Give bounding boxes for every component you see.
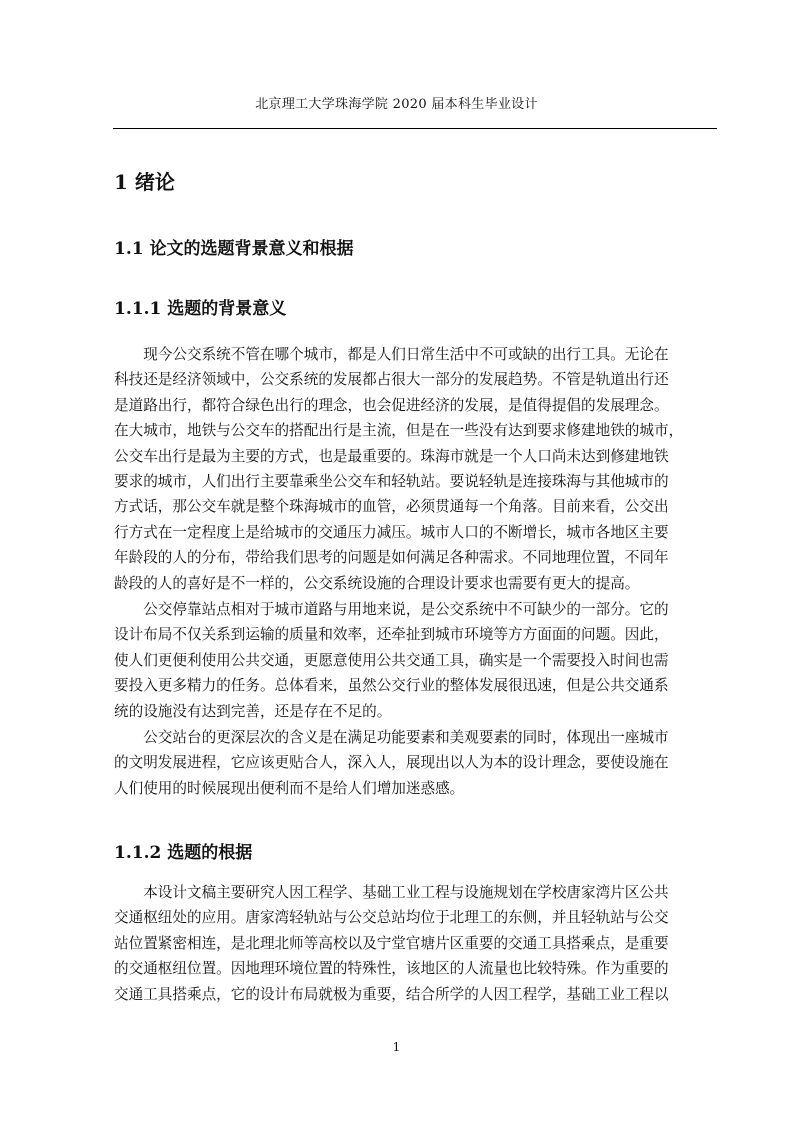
text-line: 站位置紧密相连，是北理北师等高校以及宁堂官塘片区重要的交通工具搭乘点，是重要	[114, 934, 669, 952]
running-header: 北京理工大学珠海学院 2020 届本科生毕业设计	[255, 97, 538, 112]
text-line: 方式话，那公交车就是整个珠海城市的血管，必须贯通每一个角落。目前来看，公交出	[114, 498, 669, 516]
subsection-heading-2: 1.1.2 选题的根据	[114, 843, 253, 863]
text-line: 使人们更便利使用公共交通，更愿意使用公共交通工具，确实是一个需要投入时间也需	[114, 651, 669, 669]
text-line: 行方式在一定程度上是给城市的交通压力减压。城市人口的不断增长，城市各地区主要	[114, 523, 669, 541]
text-line: 本设计文稿主要研究人因工程学、基础工业工程与设施规划在学校唐家湾片区公共	[114, 884, 669, 901]
text-line: 交通枢纽处的应用。唐家湾轻轨站与公交总站均位于北理工的东侧，并且轻轨站与公交	[114, 909, 669, 927]
page-number: 1	[392, 1040, 401, 1054]
text-line: 现今公交系统不管在哪个城市，都是人们日常生活中不可或缺的出行工具。无论在	[114, 346, 669, 363]
text-line: 统的设施没有达到完善，还是存在不足的。	[114, 702, 392, 720]
paragraph	[114, 880, 718, 1007]
text-line: 人们使用的时候展现出便利而不是给人们增加迷惑感。	[114, 779, 465, 797]
text-line: 科技还是经济领域中，公交系统的发展都占很大一部分的发展趋势。不管是轨道出行还	[114, 371, 669, 389]
text-line: 年龄段的人的分布，带给我们思考的问题是如何满足各种需求。不同地理位置，不同年	[114, 549, 669, 567]
header-rule	[113, 128, 717, 129]
text-line: 设计布局不仅关系到运输的质量和效率，还牵扯到城市环境等方方面面的问题。因此，	[114, 626, 669, 644]
text-line: 公交车出行是最为主要的方式，也是最重要的。珠海市就是一个人口尚未达到修建地铁	[114, 447, 669, 465]
text-line: 龄段的人的喜好是不一样的，公交系统设施的合理设计要求也需要有更大的提高。	[114, 574, 640, 592]
text-line: 的文明发展进程，它应该更贴合人，深入人，展现出以人为本的设计理念，要使设施在	[114, 754, 669, 772]
paragraph	[114, 725, 718, 801]
chapter-heading: 1 绪论	[114, 170, 175, 194]
text-line: 交通工具搭乘点，它的设计布局就极为重要，结合所学的人因工程学，基础工业工程以	[114, 985, 669, 1003]
subsection-heading-1: 1.1.1 选题的背景意义	[114, 299, 287, 319]
section-heading: 1.1 论文的选题背景意义和根据	[114, 239, 354, 259]
text-line: 公交停靠站点相对于城市道路与用地来说，是公交系统中不可缺少的一部分。它的	[114, 601, 669, 618]
paragraph	[114, 597, 718, 724]
text-line: 在大城市，地铁与公交车的搭配出行是主流，但是在一些没有达到要求修建地铁的城市，	[114, 422, 684, 440]
text-line: 要求的城市，人们出行主要靠乘坐公交车和轻轨站。要说轻轨是连接珠海与其他城市的	[114, 472, 669, 490]
paragraph	[114, 342, 718, 596]
text-line: 的交通枢纽位置。因地理环境位置的特殊性，该地区的人流量也比较特殊。作为重要的	[114, 960, 669, 978]
text-line: 是道路出行，都符合绿色出行的理念，也会促进经济的发展，是值得提倡的发展理念。	[114, 396, 669, 414]
text-line: 要投入更多精力的任务。总体看来，虽然公交行业的整体发展很迅速，但是公共交通系	[114, 677, 669, 695]
text-line: 公交站台的更深层次的含义是在满足功能要素和美观要素的同时，体现出一座城市	[114, 729, 669, 746]
